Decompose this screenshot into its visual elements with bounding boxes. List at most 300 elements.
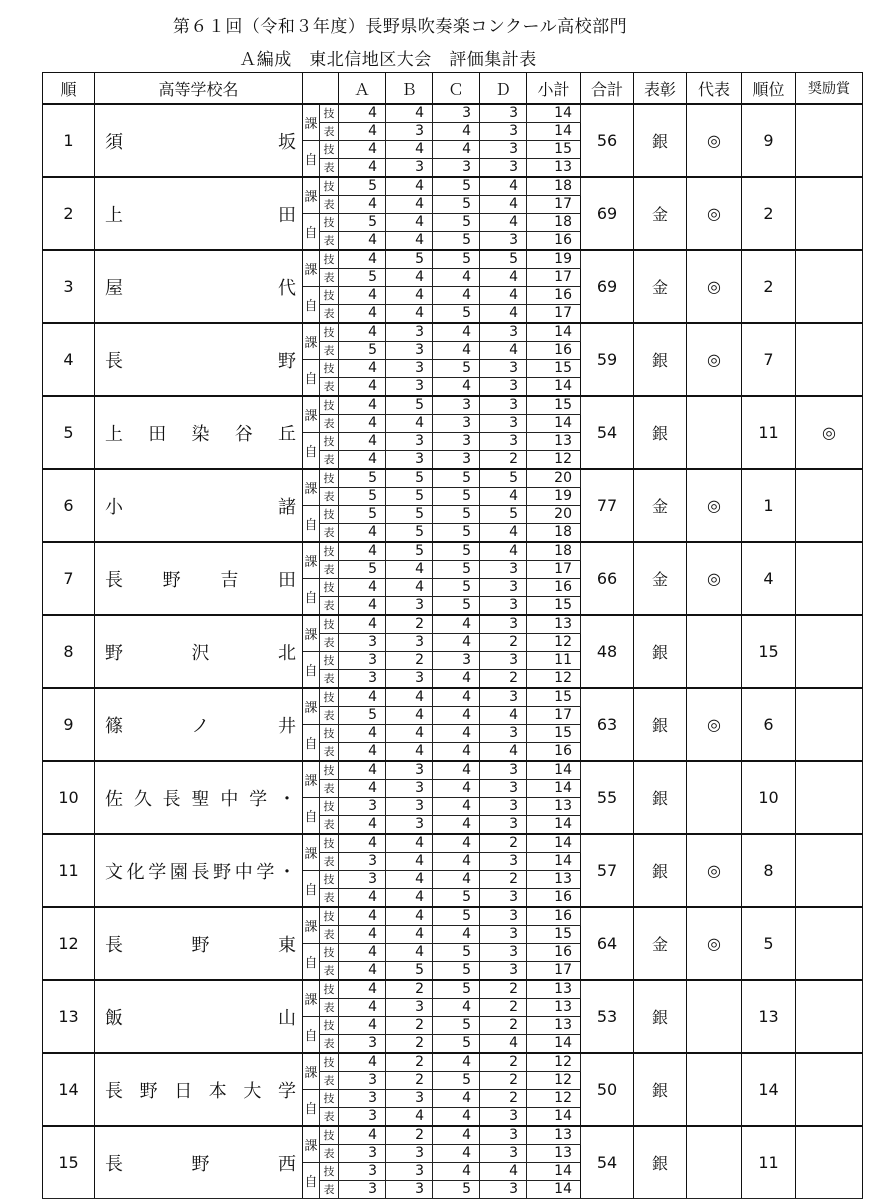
technique-label: 技 bbox=[320, 250, 339, 269]
score-c: 4 bbox=[433, 688, 480, 707]
rank-number: 7 bbox=[43, 542, 95, 615]
table-row bbox=[43, 688, 863, 707]
score-a: 4 bbox=[339, 104, 386, 123]
subtotal: 13 bbox=[527, 433, 581, 451]
score-a: 4 bbox=[339, 761, 386, 780]
score-c: 5 bbox=[433, 1017, 480, 1035]
score-b: 3 bbox=[386, 342, 433, 360]
rank-number: 3 bbox=[43, 250, 95, 323]
subtotal: 15 bbox=[527, 688, 581, 707]
score-a: 4 bbox=[339, 196, 386, 214]
score-c: 5 bbox=[433, 1035, 480, 1054]
rank-number: 11 bbox=[43, 834, 95, 907]
placing: 13 bbox=[742, 980, 796, 1053]
score-b: 4 bbox=[386, 1108, 433, 1127]
score-b: 4 bbox=[386, 926, 433, 944]
col-header-award: 表彰 bbox=[634, 73, 687, 105]
score-c: 4 bbox=[433, 761, 480, 780]
encouragement-mark bbox=[796, 907, 863, 980]
score-b: 4 bbox=[386, 907, 433, 926]
score-d: 4 bbox=[480, 1163, 527, 1181]
award: 銀 bbox=[634, 761, 687, 834]
placing: 4 bbox=[742, 542, 796, 615]
subtotal: 12 bbox=[527, 1090, 581, 1108]
placing: 11 bbox=[742, 396, 796, 469]
award: 銀 bbox=[634, 615, 687, 688]
school-name-cell bbox=[95, 834, 303, 907]
subtotal: 15 bbox=[527, 396, 581, 415]
total-score: 66 bbox=[581, 542, 634, 615]
score-a: 3 bbox=[339, 853, 386, 871]
score-b: 4 bbox=[386, 889, 433, 908]
school-name bbox=[95, 347, 302, 373]
kadai-label: 課 bbox=[303, 834, 320, 871]
score-c: 3 bbox=[433, 415, 480, 433]
score-d: 3 bbox=[480, 141, 527, 159]
school-name-cell bbox=[95, 396, 303, 469]
school-name bbox=[95, 128, 302, 154]
jiyu-label: 自 bbox=[303, 506, 320, 543]
score-d: 2 bbox=[480, 1053, 527, 1072]
jiyu-label: 自 bbox=[303, 433, 320, 470]
score-c: 4 bbox=[433, 269, 480, 287]
score-d: 2 bbox=[480, 451, 527, 470]
score-b: 2 bbox=[386, 1017, 433, 1035]
school-name-char: 田 bbox=[148, 423, 167, 445]
expression-label: 表 bbox=[320, 634, 339, 652]
technique-label: 技 bbox=[320, 360, 339, 378]
score-c: 4 bbox=[433, 323, 480, 342]
kadai-label: 課 bbox=[303, 980, 320, 1017]
score-c: 4 bbox=[433, 378, 480, 397]
school-name bbox=[95, 639, 302, 665]
score-table-body bbox=[43, 104, 863, 1199]
encouragement-mark bbox=[796, 834, 863, 907]
school-name-char: 文 bbox=[105, 861, 123, 883]
total-score: 55 bbox=[581, 761, 634, 834]
technique-label: 技 bbox=[320, 652, 339, 670]
col-header-subtotal: 小計 bbox=[527, 73, 581, 105]
subtotal: 16 bbox=[527, 907, 581, 926]
jiyu-label: 自 bbox=[303, 214, 320, 251]
score-d: 4 bbox=[480, 342, 527, 360]
score-a: 3 bbox=[339, 1163, 386, 1181]
school-name-cell bbox=[95, 1053, 303, 1126]
score-d: 2 bbox=[480, 1017, 527, 1035]
subtotal: 17 bbox=[527, 561, 581, 579]
table-row bbox=[43, 542, 863, 561]
subtotal: 17 bbox=[527, 707, 581, 725]
school-name-char: 谷 bbox=[234, 423, 253, 445]
score-c: 3 bbox=[433, 396, 480, 415]
score-d: 4 bbox=[480, 177, 527, 196]
score-d: 3 bbox=[480, 159, 527, 178]
expression-label: 表 bbox=[320, 1072, 339, 1090]
school-name bbox=[95, 931, 302, 957]
score-c: 5 bbox=[433, 177, 480, 196]
score-a: 5 bbox=[339, 177, 386, 196]
school-name-cell bbox=[95, 1126, 303, 1199]
technique-label: 技 bbox=[320, 506, 339, 524]
representative-mark: ◎ bbox=[687, 323, 742, 396]
expression-label: 表 bbox=[320, 232, 339, 251]
placing: 1 bbox=[742, 469, 796, 542]
subtotal: 13 bbox=[527, 980, 581, 999]
kadai-label: 課 bbox=[303, 1126, 320, 1163]
school-name-cell bbox=[95, 104, 303, 177]
score-b: 2 bbox=[386, 615, 433, 634]
score-c: 3 bbox=[433, 104, 480, 123]
score-c: 5 bbox=[433, 196, 480, 214]
score-b: 3 bbox=[386, 634, 433, 652]
school-name-cell bbox=[95, 177, 303, 250]
placing: 7 bbox=[742, 323, 796, 396]
score-c: 5 bbox=[433, 360, 480, 378]
school-name-char: 学 bbox=[277, 1080, 296, 1102]
table-row bbox=[43, 469, 863, 488]
score-b: 4 bbox=[386, 871, 433, 889]
technique-label: 技 bbox=[320, 396, 339, 415]
expression-label: 表 bbox=[320, 1035, 339, 1054]
score-c: 3 bbox=[433, 433, 480, 451]
kadai-label: 課 bbox=[303, 1053, 320, 1090]
table-row bbox=[43, 1126, 863, 1145]
technique-label: 技 bbox=[320, 761, 339, 780]
score-a: 4 bbox=[339, 232, 386, 251]
score-c: 4 bbox=[433, 1108, 480, 1127]
score-c: 4 bbox=[433, 634, 480, 652]
score-d: 4 bbox=[480, 214, 527, 232]
score-b: 5 bbox=[386, 962, 433, 981]
subtotal: 14 bbox=[527, 761, 581, 780]
subtotal: 13 bbox=[527, 1017, 581, 1035]
subtotal: 18 bbox=[527, 524, 581, 543]
technique-label: 技 bbox=[320, 907, 339, 926]
score-c: 5 bbox=[433, 469, 480, 488]
score-b: 3 bbox=[386, 1090, 433, 1108]
score-b: 5 bbox=[386, 506, 433, 524]
score-a: 4 bbox=[339, 889, 386, 908]
representative-mark bbox=[687, 980, 742, 1053]
table-row bbox=[43, 177, 863, 196]
kadai-label: 課 bbox=[303, 615, 320, 652]
school-name-char: 上 bbox=[105, 423, 123, 445]
subtotal: 14 bbox=[527, 1163, 581, 1181]
encouragement-mark bbox=[796, 469, 863, 542]
score-a: 3 bbox=[339, 634, 386, 652]
school-name-char: 野 bbox=[139, 1080, 158, 1102]
col-header-school: 高等学校名 bbox=[95, 73, 303, 105]
score-a: 3 bbox=[339, 1090, 386, 1108]
score-a: 4 bbox=[339, 250, 386, 269]
score-c: 4 bbox=[433, 816, 480, 835]
score-b: 5 bbox=[386, 469, 433, 488]
subtotal: 14 bbox=[527, 816, 581, 835]
score-c: 5 bbox=[433, 506, 480, 524]
score-b: 4 bbox=[386, 725, 433, 743]
kadai-label: 課 bbox=[303, 177, 320, 214]
award: 金 bbox=[634, 250, 687, 323]
score-d: 3 bbox=[480, 962, 527, 981]
subtotal: 16 bbox=[527, 579, 581, 597]
score-a: 4 bbox=[339, 378, 386, 397]
school-name-char: 中 bbox=[220, 788, 239, 810]
score-d: 3 bbox=[480, 615, 527, 634]
school-name-char: 東 bbox=[278, 934, 296, 956]
score-b: 4 bbox=[386, 196, 433, 214]
score-c: 5 bbox=[433, 1072, 480, 1090]
score-c: 4 bbox=[433, 123, 480, 141]
subtotal: 14 bbox=[527, 123, 581, 141]
score-table bbox=[42, 72, 863, 1199]
col-header-rank: 順 bbox=[43, 73, 95, 105]
rank-number: 14 bbox=[43, 1053, 95, 1126]
placing: 11 bbox=[742, 1126, 796, 1199]
representative-mark: ◎ bbox=[687, 469, 742, 542]
school-name-char: 沢 bbox=[191, 642, 210, 664]
school-name bbox=[95, 274, 302, 300]
school-name-char: 井 bbox=[278, 715, 296, 737]
col-header-representative: 代表 bbox=[687, 73, 742, 105]
representative-mark bbox=[687, 615, 742, 688]
score-d: 3 bbox=[480, 579, 527, 597]
score-a: 4 bbox=[339, 743, 386, 762]
score-d: 3 bbox=[480, 323, 527, 342]
score-b: 4 bbox=[386, 104, 433, 123]
table-row bbox=[43, 323, 863, 342]
school-name bbox=[95, 1150, 302, 1176]
score-d: 3 bbox=[480, 926, 527, 944]
score-a: 4 bbox=[339, 360, 386, 378]
rank-number: 8 bbox=[43, 615, 95, 688]
school-name-char: 吉 bbox=[220, 569, 239, 591]
encouragement-mark bbox=[796, 250, 863, 323]
score-b: 4 bbox=[386, 834, 433, 853]
score-c: 4 bbox=[433, 725, 480, 743]
score-d: 4 bbox=[480, 1035, 527, 1054]
subtotal: 12 bbox=[527, 670, 581, 689]
kadai-label: 課 bbox=[303, 688, 320, 725]
school-name-char: 日 bbox=[174, 1080, 193, 1102]
encouragement-mark bbox=[796, 177, 863, 250]
col-header-encouragement: 奨励賞 bbox=[796, 73, 863, 105]
subtotal: 17 bbox=[527, 196, 581, 214]
subtotal: 14 bbox=[527, 780, 581, 798]
score-b: 4 bbox=[386, 707, 433, 725]
score-c: 4 bbox=[433, 615, 480, 634]
school-name-cell bbox=[95, 907, 303, 980]
expression-label: 表 bbox=[320, 123, 339, 141]
subtotal: 17 bbox=[527, 962, 581, 981]
score-a: 5 bbox=[339, 488, 386, 506]
score-d: 3 bbox=[480, 433, 527, 451]
technique-label: 技 bbox=[320, 177, 339, 196]
jiyu-label: 自 bbox=[303, 871, 320, 908]
kadai-label: 課 bbox=[303, 469, 320, 506]
score-b: 3 bbox=[386, 999, 433, 1017]
score-d: 3 bbox=[480, 944, 527, 962]
score-b: 3 bbox=[386, 1145, 433, 1163]
subtotal: 13 bbox=[527, 159, 581, 178]
technique-label: 技 bbox=[320, 1163, 339, 1181]
representative-mark bbox=[687, 761, 742, 834]
expression-label: 表 bbox=[320, 597, 339, 616]
score-b: 4 bbox=[386, 214, 433, 232]
score-b: 4 bbox=[386, 561, 433, 579]
score-c: 5 bbox=[433, 232, 480, 251]
score-a: 3 bbox=[339, 670, 386, 689]
subtotal: 13 bbox=[527, 999, 581, 1017]
award: 金 bbox=[634, 907, 687, 980]
score-a: 4 bbox=[339, 433, 386, 451]
expression-label: 表 bbox=[320, 962, 339, 981]
score-b: 4 bbox=[386, 688, 433, 707]
school-name-char: ・ bbox=[277, 788, 296, 810]
document-subtitle: Ａ編成 東北信地区大会 評価集計表 bbox=[239, 50, 537, 70]
score-d: 3 bbox=[480, 652, 527, 670]
score-c: 4 bbox=[433, 1090, 480, 1108]
subtotal: 12 bbox=[527, 1053, 581, 1072]
total-score: 54 bbox=[581, 396, 634, 469]
score-a: 4 bbox=[339, 597, 386, 616]
table-row bbox=[43, 761, 863, 780]
school-name bbox=[95, 566, 302, 592]
score-b: 3 bbox=[386, 323, 433, 342]
score-c: 4 bbox=[433, 926, 480, 944]
score-d: 4 bbox=[480, 196, 527, 214]
score-a: 4 bbox=[339, 926, 386, 944]
encouragement-mark bbox=[796, 323, 863, 396]
subtotal: 14 bbox=[527, 378, 581, 397]
score-b: 3 bbox=[386, 761, 433, 780]
total-score: 63 bbox=[581, 688, 634, 761]
score-d: 3 bbox=[480, 396, 527, 415]
score-a: 3 bbox=[339, 1035, 386, 1054]
school-name-char: 久 bbox=[133, 788, 152, 810]
encouragement-mark bbox=[796, 1126, 863, 1199]
score-d: 3 bbox=[480, 415, 527, 433]
school-name-char: 篠 bbox=[105, 715, 123, 737]
score-b: 5 bbox=[386, 488, 433, 506]
table-row bbox=[43, 980, 863, 999]
representative-mark: ◎ bbox=[687, 177, 742, 250]
score-b: 3 bbox=[386, 451, 433, 470]
score-b: 4 bbox=[386, 232, 433, 251]
school-name-cell bbox=[95, 980, 303, 1053]
technique-label: 技 bbox=[320, 834, 339, 853]
subtotal: 11 bbox=[527, 652, 581, 670]
subtotal: 14 bbox=[527, 853, 581, 871]
subtotal: 19 bbox=[527, 488, 581, 506]
total-score: 50 bbox=[581, 1053, 634, 1126]
school-name bbox=[95, 712, 302, 738]
subtotal: 15 bbox=[527, 597, 581, 616]
table-row bbox=[43, 615, 863, 634]
school-name-char: 西 bbox=[278, 1153, 296, 1175]
score-d: 2 bbox=[480, 980, 527, 999]
expression-label: 表 bbox=[320, 524, 339, 543]
score-a: 5 bbox=[339, 269, 386, 287]
school-name-char: 学 bbox=[249, 788, 268, 810]
score-c: 4 bbox=[433, 999, 480, 1017]
school-name-char: 野 bbox=[191, 1153, 210, 1175]
subtotal: 15 bbox=[527, 360, 581, 378]
jiyu-label: 自 bbox=[303, 1163, 320, 1199]
school-name-cell bbox=[95, 761, 303, 834]
score-b: 3 bbox=[386, 670, 433, 689]
score-b: 5 bbox=[386, 396, 433, 415]
score-a: 3 bbox=[339, 1108, 386, 1127]
subtotal: 12 bbox=[527, 451, 581, 470]
score-a: 4 bbox=[339, 907, 386, 926]
score-a: 4 bbox=[339, 780, 386, 798]
score-a: 3 bbox=[339, 1072, 386, 1090]
rank-number: 10 bbox=[43, 761, 95, 834]
kadai-label: 課 bbox=[303, 250, 320, 287]
school-name-char: 長 bbox=[105, 1153, 123, 1175]
technique-label: 技 bbox=[320, 871, 339, 889]
score-c: 5 bbox=[433, 488, 480, 506]
total-score: 59 bbox=[581, 323, 634, 396]
school-name-char: 北 bbox=[278, 642, 296, 664]
award: 銀 bbox=[634, 1053, 687, 1126]
score-a: 4 bbox=[339, 415, 386, 433]
score-c: 4 bbox=[433, 287, 480, 305]
total-score: 57 bbox=[581, 834, 634, 907]
subtotal: 16 bbox=[527, 232, 581, 251]
col-header-total: 合計 bbox=[581, 73, 634, 105]
technique-label: 技 bbox=[320, 542, 339, 561]
score-c: 3 bbox=[433, 451, 480, 470]
expression-label: 表 bbox=[320, 743, 339, 762]
school-name-char: 化 bbox=[126, 861, 145, 883]
score-c: 5 bbox=[433, 579, 480, 597]
score-d: 3 bbox=[480, 1108, 527, 1127]
score-a: 4 bbox=[339, 688, 386, 707]
score-d: 3 bbox=[480, 780, 527, 798]
score-a: 4 bbox=[339, 451, 386, 470]
award: 銀 bbox=[634, 323, 687, 396]
school-name bbox=[95, 1077, 302, 1103]
subtotal: 14 bbox=[527, 834, 581, 853]
kadai-label: 課 bbox=[303, 396, 320, 433]
placing: 2 bbox=[742, 250, 796, 323]
score-b: 2 bbox=[386, 980, 433, 999]
representative-mark: ◎ bbox=[687, 688, 742, 761]
score-d: 3 bbox=[480, 597, 527, 616]
score-a: 4 bbox=[339, 579, 386, 597]
school-name bbox=[95, 1004, 302, 1030]
score-b: 3 bbox=[386, 433, 433, 451]
score-d: 3 bbox=[480, 761, 527, 780]
expression-label: 表 bbox=[320, 926, 339, 944]
total-score: 53 bbox=[581, 980, 634, 1053]
subtotal: 18 bbox=[527, 214, 581, 232]
score-a: 4 bbox=[339, 999, 386, 1017]
school-name bbox=[95, 493, 302, 519]
technique-label: 技 bbox=[320, 469, 339, 488]
school-name-cell bbox=[95, 542, 303, 615]
technique-label: 技 bbox=[320, 433, 339, 451]
score-b: 4 bbox=[386, 141, 433, 159]
score-c: 4 bbox=[433, 780, 480, 798]
school-name-char: 須 bbox=[105, 131, 123, 153]
technique-label: 技 bbox=[320, 579, 339, 597]
award: 銀 bbox=[634, 104, 687, 177]
jiyu-label: 自 bbox=[303, 798, 320, 835]
score-d: 3 bbox=[480, 104, 527, 123]
score-a: 4 bbox=[339, 1053, 386, 1072]
